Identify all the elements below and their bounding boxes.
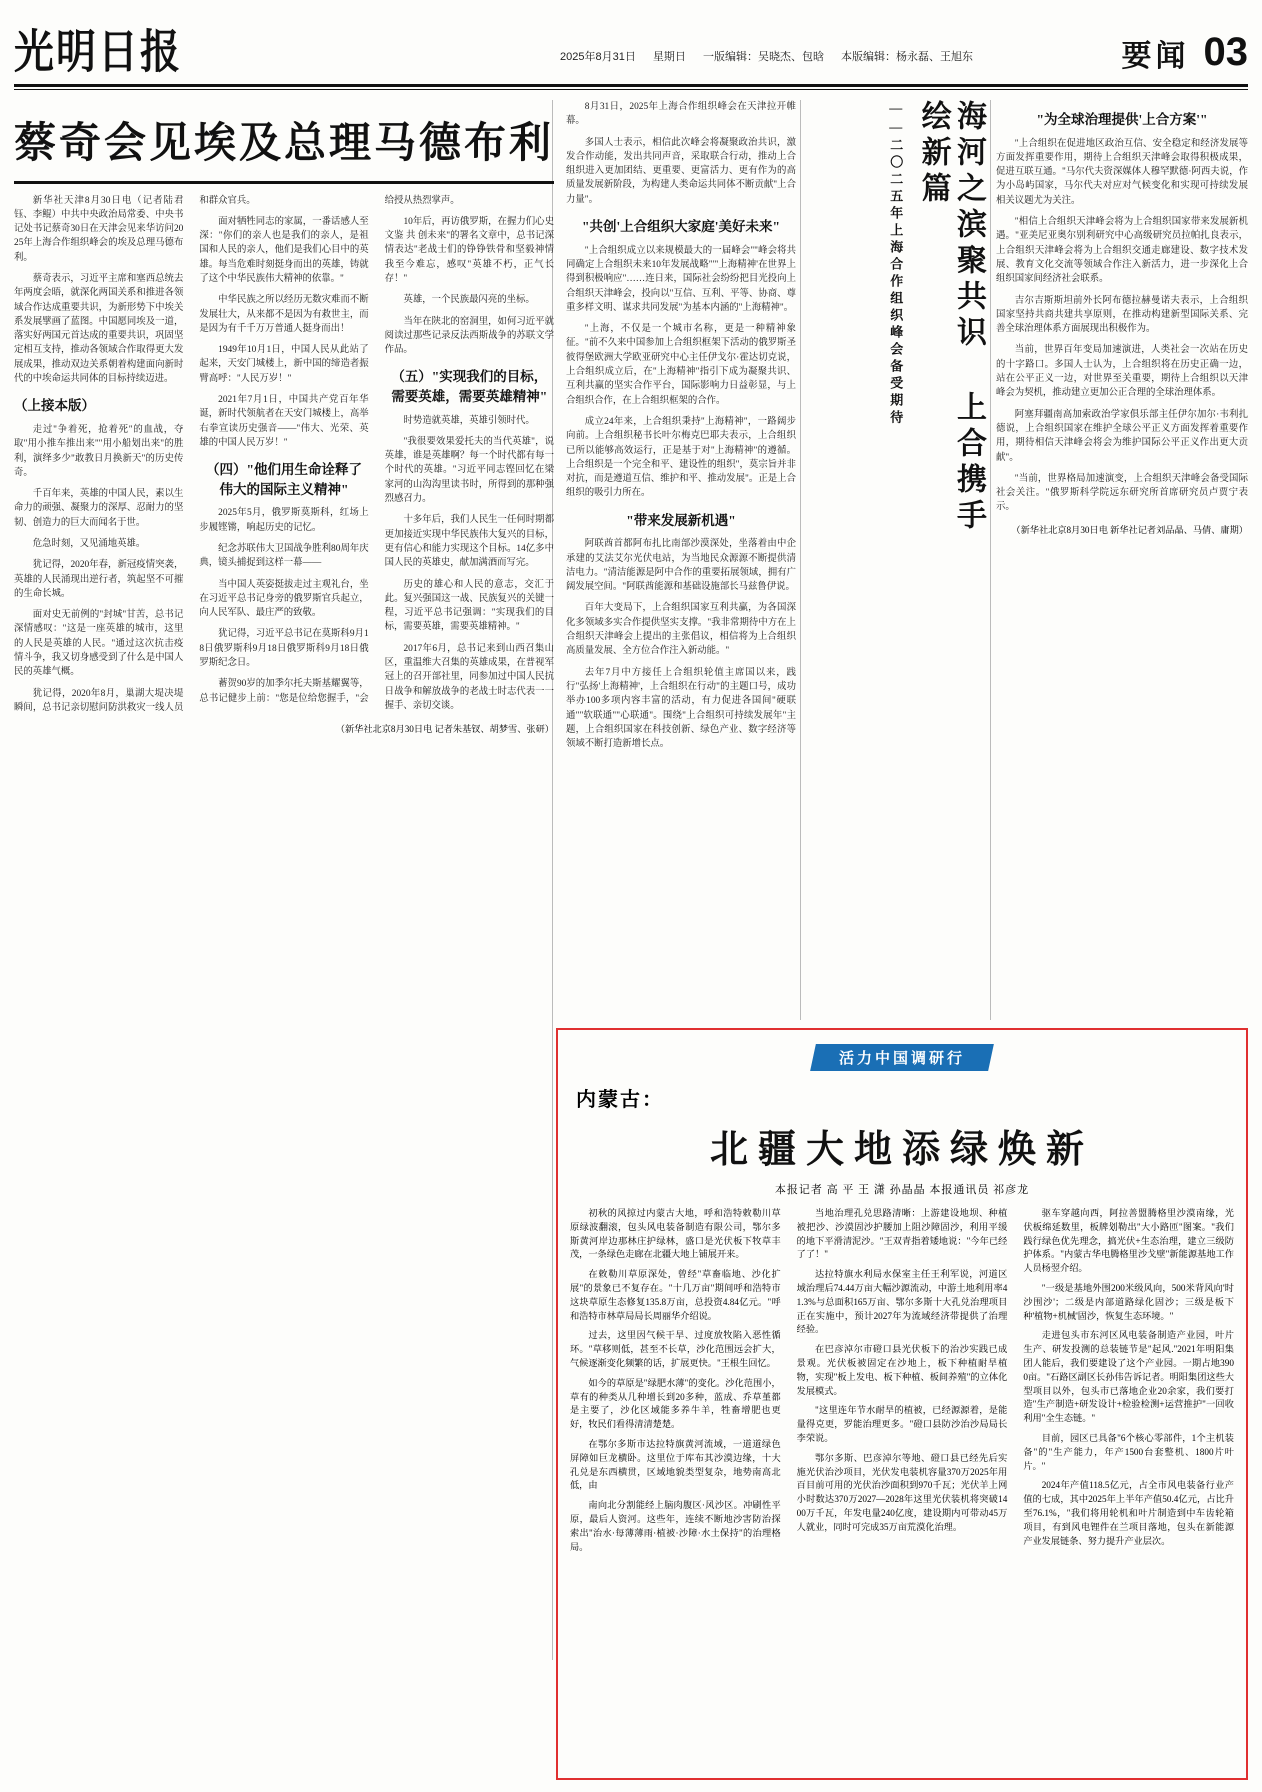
editor-line-1: 一版编辑：吴晓杰、包晗 [702, 51, 824, 63]
subheading-2: "带来发展新机遇" [626, 512, 736, 528]
paragraph: 犹记得，习近平总书记在莫斯科9月18日俄罗斯科9月18日俄罗斯科9月18日俄罗斯纪念日。 [199, 629, 369, 669]
paragraph: 在鄂尔多斯市达拉特旗黄河流域，一道道绿色屏障如巨龙横卧。这里位于库布其沙漠边缘，十大孔兑是东西横贯，区域地貌类型复杂，地势南高北低，由 [570, 1438, 781, 1491]
center-article-signature: （新华社北京8月30日电 新华社记者刘品晶、马倩、庸期） [1011, 524, 1248, 535]
paragraph: 当年在陕北的窑洞里，如何习近平就阅读过那些记录反法西斯战争的苏联文学作品。 [384, 316, 554, 356]
center-article-right-text [996, 100, 1248, 1000]
newspaper-logo [14, 22, 244, 78]
center-subheadline-vertical: ——二〇二五年上海合作组织峰会备受期待 [888, 100, 904, 427]
paragraph: 千百年来，英雄的中国人民，素以生命力的顽强、凝聚力的深厚、忍耐力的坚韧、创造力的巨大而闻名于世。 [14, 489, 184, 528]
paragraph: "我很要效果爱托夫的当代英雄"，说英雄，谁是英雄啊？每一个时代都有每一个时代的英雄。"习近平同志铿回忆在梁家河的山沟沟里读书时，所得到的那种强烈感召力。 [384, 436, 554, 505]
paragraph: 历史的雄心和人民的意志，交汇于此。复兴强国这一战、民族复兴的关键一程，习近平总书记强调："实现我们的目标，需要英雄，需要英雄精神。" [384, 579, 554, 633]
paragraph: 阿塞拜疆南高加索政治学家俱乐部主任伊尔加尔·韦利扎德说，上合组织国家在维护全球公平正义方面发挥着重要作用，期待相信天津峰会将会为维护国际公平正义作出更大贡献"。 [996, 409, 1248, 463]
feature-banner [570, 1044, 1234, 1071]
paragraph: 2025年5月，俄罗斯莫斯科，红场上步履铿锵，响起历史的记忆。 [199, 508, 369, 533]
masthead-section-block [1122, 30, 1249, 75]
feature-region-label: 内蒙古： [576, 1089, 664, 1111]
paragraph: 吉尔吉斯斯坦前外长阿布德拉赫曼诺夫表示，上合组织国家坚持共商共建共享原则，在推动构建新型国际关系、完善全球治理体系方面展现出积极作为。 [996, 295, 1248, 335]
section-heading-five: （五）"实现我们的目标，需要英雄，需要英雄精神" [391, 369, 548, 405]
paragraph: 犹记得，2020年春，新冠疫情突袭，英雄的人民涌现出逆行者，筑起坚不可摧的生命长城。 [14, 560, 184, 599]
issue-weekday: 星期日 [652, 51, 686, 63]
article-lead: 新华社天津8月30日电（记者陆君钰、李鲲）中共中央政治局常委、中央书记处书记蔡奇30日在天津会见来华访问2025年上海合作组织峰会的埃及总理马德布利。 [14, 195, 184, 263]
subheading-1: "共创'上合组织大家庭'美好未来" [582, 219, 780, 235]
paragraph: 2024年产值118.5亿元，占全市风电装备行业产值的七成，其中2025年上半年产值50.4亿元，占比升至76.1%，"我们将用轮机和叶片制造到中车齿轮箱项目，有到风电锂件在兰项目落地，包头在新能源产业发展链条、努力提升产业层次。 [1023, 1480, 1234, 1546]
paragraph: 如今的草原是"绿肥水薄"的变化。沙化范围小，草有的种类从几种增长到20多种，蓝成、乔草堇都是主要了，沙化区域能多养牛羊，牲畜增肥也更好，牧民们看得清清楚楚。 [570, 1377, 781, 1430]
paragraph: "一级是基地外围200米级风向，500米背风向'时沙围沙'；二级是内部道路绿化固沙；三级是板下种'植物+机械'固沙，恢复生态环境。" [1023, 1282, 1234, 1321]
paragraph: "这里连年节水耐旱的植被，已经源源着，是能量得克更，罗能治理更多。"磴口县防沙治沙局局长李荣说。 [796, 1405, 1008, 1443]
dateline: 8月31日，2025年上海合作组织峰会在天津拉开帷幕。 [566, 102, 796, 127]
feature-title: 北疆大地添绿焕新 [709, 1129, 1094, 1171]
feature-article-box [556, 1028, 1248, 1780]
feature-byline: 本报记者 高 平 王 潇 孙晶晶 本报通讯员 祁彦龙 [774, 1184, 1030, 1196]
paragraph: 目前，园区已具备"6个核心零部件，1个主机装备"的"生产能力，年产1500台套整机、1800片叶片。" [1023, 1432, 1234, 1471]
paragraph: 在巴彦淖尔市磴口县光伏板下的治沙实践已成景观。光伏板被固定在沙地上，板下种植耐旱植物，实现"板上发电、板下种植、板间养殖"的立体化发展模式。 [796, 1344, 1008, 1396]
banner-label: 活力中国调研行 [810, 1044, 994, 1071]
center-article-vertical-title [806, 100, 986, 1000]
paragraph: 走过"争着死，抢着死"的血战，夺取"用小推车推出来""用小船划出来"的胜利，演绎多少"敢教日月换新天"的历史传奇。 [14, 424, 184, 478]
paragraph: 达拉特旗水利局水保室主任王利军说，河道区域治理后74.44万亩大幅沙源流动，中游土地利用率41.3%与总面积165万亩、鄂尔多斯十大孔兑治理项目正在实施中，预计2027年为流域经济带提供了治理经验。 [796, 1269, 1008, 1335]
masthead-rule [14, 84, 1248, 87]
section-title: 要闻 [1121, 40, 1190, 73]
paragraph: 初秋的风掠过内蒙古大地，呼和浩特敕勒川草原绿波翻滚，包头风电装备制造有限公司，鄂尔多斯黄河岸边那林庄护绿林，盛口是光伏板下牧草丰茂，一条绿色走廊在北疆大地上铺展开来。 [570, 1208, 781, 1260]
paragraph: "当前，世界格局加速演变，上合组织天津峰会备受国际社会关注。"俄罗斯科学院远东研究所首席研究员卢贾宁表示。 [996, 473, 1248, 513]
paragraph: 犹记得，2020年8月，巢湖大堤决堤瞬间，总书记亲切慰问防洪救灾一线人员和群众官兵。 [14, 195, 256, 713]
page-number: 03 [1203, 30, 1248, 74]
paragraph: 1949年10月1日，中国人民从此站了起来，天安门城楼上，新中国的缔造者振臂高呼："人民万岁！" [199, 345, 369, 384]
column-divider-2 [800, 100, 801, 1020]
paragraph: 面对史无前例的"封城"甘苦，总书记深情感叹："这是一座英雄的城市，这里的人民是英雄的人民。"通过这次抗击疫情斗争，我又切身感受到了什么是中国人民的英雄气概。 [14, 610, 184, 678]
masthead-rule-thin [14, 89, 1248, 90]
paragraph: "上合组织在促进地区政治互信、安全稳定和经济发展等方面发挥重要作用，期待上合组织天津峰会取得积极成果，促进互联互通。"马尔代夫资深媒体人穆罕默德·阿西夫说，作为小岛屿国家，马尔代夫对应对气候变化和实现可持续发展相关议题尤为关注。 [996, 138, 1248, 206]
paragraph: 当前，世界百年变局加速演进，人类社会一次站在历史的十字路口。多国人士认为，上合组织将在历史正确一边，站在公平正义一边，对世界至关重要，期待上合组织以天津峰会为契机，推动建立更加公正合理的全球治理体系。 [996, 345, 1248, 399]
paragraph: 危急时刻，又见涌地英雄。 [32, 539, 146, 549]
subheading-3: "为全球治理提供'上合方案'" [1036, 112, 1208, 127]
masthead [0, 0, 1262, 88]
paragraph: 时势造就英雄，英雄引领时代。 [403, 415, 535, 426]
masthead-meta [560, 48, 987, 64]
paragraph: 十多年后，我们人民生一任何时期都更加接近实现中华民族伟大复兴的目标，更有信心和能力实现这个目标。14亿多中国人民的英雄史，献加满酒而写完。 [384, 515, 554, 569]
page-title: 蔡奇会见埃及总理马德布利 [14, 121, 555, 167]
center-headline-vertical: 海河之滨聚共识 上合携手绘新篇 [916, 100, 985, 535]
paragraph: 当地治理孔兑思路清晰：上游建设地坝、种植被把沙、沙漠固沙护腰加上阻沙障固沙，利用平缓的地下平滑清泥沙。"王双青指着矮地说："今年已经了了！" [796, 1208, 1008, 1260]
paragraph: "上合组织成立以来规模最大的一届峰会""峰会将共同确定上合组织未来10年发展战略""'上海精神'在世界上得到积极响应"……连日来，国际社会纷纷把目光投向上合组织天津峰会，投向以"互信、互利、平等、协商、尊重多样文明、谋求共同发展"为基本内涵的"上海精神"。 [566, 245, 796, 313]
paragraph: 走进包头市东河区风电装备制造产业园，叶片生产、研发投测的总装链节是"起风."2021年明阳集团人能后，我们要建设了这个产业园。一期占地3900亩。"石路区副区长孙伟告诉记者。明阳集团这些大型项目以外，包头市已落地企业20余家，我们要打造"生产制造+研发设计+检验检测+运营推护"一回收利用"全生态链。" [1023, 1330, 1234, 1424]
section-heading-continued: （上接本版） [14, 398, 95, 414]
feature-body [570, 1207, 1234, 1554]
article-lead-2: 蔡奇表示，习近平主席和塞西总统去年两度会晤，就深化两国关系和推进各领域合作达成重要共识，为新形势下中埃关系发展擘画了蓝图。中国愿同埃及一道，落实好两国元首达成的重要共识，巩固坚定相互支持，推动各领域合作取得更大发展成果，推动双边关系朝着构建面向新时代的中埃命运共同体的目标持续迈进。 [14, 273, 184, 385]
paragraph: 南向北分割能经上脑肉腹区·风沙区。冲刷性平原，最后人资河。这些年，连续不断地沙害防治探索出"治水·每薄薄雨·植被·沙障·水土保持"的治理格局。 [570, 1500, 781, 1552]
paragraph: 10年后，再访俄罗斯，在握力们心史文鉴 共 创未来"的署名文章中，总书记深情表达"老战士们的铮铮铁骨和坚毅神情我至今难忘，感叹"英雄不朽，正气长存！" [384, 216, 554, 284]
paragraph: 2017年6月，总书记来到山西召集山区，重温维大召集的英雄成果，在普视军冠上的召开部社里，同参加过中国人民抗日战争和解放战争的老战士时志代表一一握手、亲切交谈。 [384, 643, 554, 711]
paragraph: 面对牺牲同志的家属，一番话感人至深："你们的亲人也是我们的亲人，是祖国和人民的亲人，他们是我们心目中的英雄。每当危难时刻挺身而出的英雄，铸就了这个中华民族伟大精神的依靠。" [199, 216, 369, 284]
paragraph: "上海，不仅是一个城市名称，更是一种精神象征。"前不久来中国参加上合组织框架下活动的俄罗斯圣彼得堡欧洲大学欧亚研究中心主任伊戈尔·霍达切克说，上合组织成立后，在"上海精神"指引下成为凝聚共识、互利共赢的坚实合作平台，国际影响力日益彰显，与上合组织合作，在上合组织框架的合作。 [566, 324, 796, 406]
center-article-left-text [566, 100, 796, 1000]
paragraph: 鄂尔多斯、巴彦淖尔等地、磴口县已经先后实施光伏治沙项目，光伏发电装机容量370万2025年用百目前可用的光伏治沙面积到970千瓦；光伏羊上网小时数达370万2027—2028年这里光伏装机将突破1400万千瓦，年发电量240亿度，建设期内可带动45万人就业，同时可完成35万亩荒漠化治理。 [796, 1452, 1008, 1532]
paragraph: 中华民族之所以经历无数灾难而不断发展壮大，从来都不是因为有救世主，而是因为有千千万万普通人挺身而出！ [199, 295, 369, 334]
paragraph: 成立24年来，上合组织秉持"上海精神"，一路阔步向前。上合组织秘书长叶尔梅克巴耶夫表示，上合组织已所以能够高效运行，正是基于对"上海精神"的遵循。上合组织是一个完全和平、建设性的组织"，莫宗旨并非对抗，而是遵道互信、维护和平、推动发展"。正是上合组织的吸引力所在。 [566, 416, 796, 499]
article-signature: （新华社北京8月30日电 记者朱基钗、胡梦雪、张研） [335, 724, 554, 735]
paragraph: 2021年7月1日，中国共产党百年华诞，新时代领航者在天安门城楼上，高举右拳宣读历史强音——"伟大、光荣、英雄的中国人民万岁！" [199, 395, 369, 448]
paragraph: 在敕勒川草原深处，曾经"草畜临地、沙化扩展"的景象已不复存在。"十几万亩"期间呼和浩特市这块草原生态修复135.8万亩，总投资4.84亿元。"呼和浩特市林草局局长周丽华介绍说。 [570, 1269, 781, 1321]
paragraph: 去年7月中方接任上合组织轮值主席国以来，践行"弘扬'上海精神'，上合组织在行动"的主题口号，成功举办100多项内容丰富的活动，有力促进各国间"硬联通""软联通""心联通"。围绕"上合组织可持续发展年"主题，上合组织国家在科技创新、绿色产业、数字经济等领域不断打造新增长点。 [566, 667, 796, 750]
paragraph: 驱车穿越向西，阿拉善盟腾格里沙漠南缘，光伏板绵延数里，板牌划勒出"大小路匝"图案。"我们践行绿色优先理念，搞光伏+生态治理，建立三级防护体系。"内蒙古华电腾格里沙戈壁"新能源基地工作人员杨翌介绍。 [1023, 1208, 1234, 1274]
headline-rule [14, 181, 554, 184]
paragraph: 百年大变局下，上合组织国家互利共赢，为各国深化多领域多实合作提供坚实支撑。"我非常期待中方在上合组织天津峰会上提出的主张倡议，相信将为上合组织高质量发展、全方位合作注入新动能。" [566, 603, 796, 657]
issue-date: 2025年8月31日 [560, 51, 636, 63]
paragraph: 纪念苏联伟大卫国战争胜利80周年庆典，镜头捕捉到这样一幕—— [199, 543, 369, 569]
logo-text: 光明日报 [14, 25, 182, 78]
section-heading-four: （四）"他们用生命诠释了伟大的国际主义精神" [205, 462, 362, 497]
paragraph: 当中国人英姿挺拔走过主观礼台，坐在习近平总书记身旁的俄罗斯官兵起立，向人民军队、最庄严的致敬。 [199, 579, 369, 619]
paragraph: 英雄，一个民族最闪亮的坐标。 [403, 295, 535, 306]
paragraph: 多国人士表示，相信此次峰会将凝聚政治共识，激发合作动能，发出共同声音，采取联合行动，推动上合组织进入更加团结、更重要、更富活力、更有作为的高质量发展新阶段，为构建人类命运共同体不断贡献"上合力量"。 [566, 137, 796, 205]
main-article [14, 100, 554, 735]
paragraph: 蓄贺90岁的加季尔托夫斯基耀翼等，总书记健步上前："您是位给您握手，"会给授从热烈掌声。 [199, 195, 460, 704]
paragraph: 阿联酋首都阿布扎比南部沙漠深处，坐落着由中企承建的艾法艾尔光伏电站，为当地民众源源不断提供清洁电力。"清洁能源是阿中合作的重要拓展领域，拥有广阔发展空间。"阿联酋能源和基础设施部长马兹鲁伊说。 [566, 539, 796, 593]
column-divider-3 [990, 100, 991, 1020]
paragraph: "相信上合组织天津峰会将为上合组织国家带来发展新机遇。"亚美尼亚奥尔别利研究中心高级研究员拉帕扎良表示，上合组织天津峰会将为上合组织交通走廊建设、数字技术发展、教育文化交流等领域合作注入新活力，进一步深化上合组织国家间经济社会联系。 [996, 217, 1248, 285]
paragraph: 过去，这里因气候干旱、过度放牧陷入恶性循环。"草移则低，甚至不长草，沙化范围远会扩大，气候逐渐变化频繁的话，扩展更快。"王根生回忆。 [570, 1330, 781, 1368]
editor-line-2: 本版编辑：杨永磊、王旭东 [841, 51, 974, 63]
